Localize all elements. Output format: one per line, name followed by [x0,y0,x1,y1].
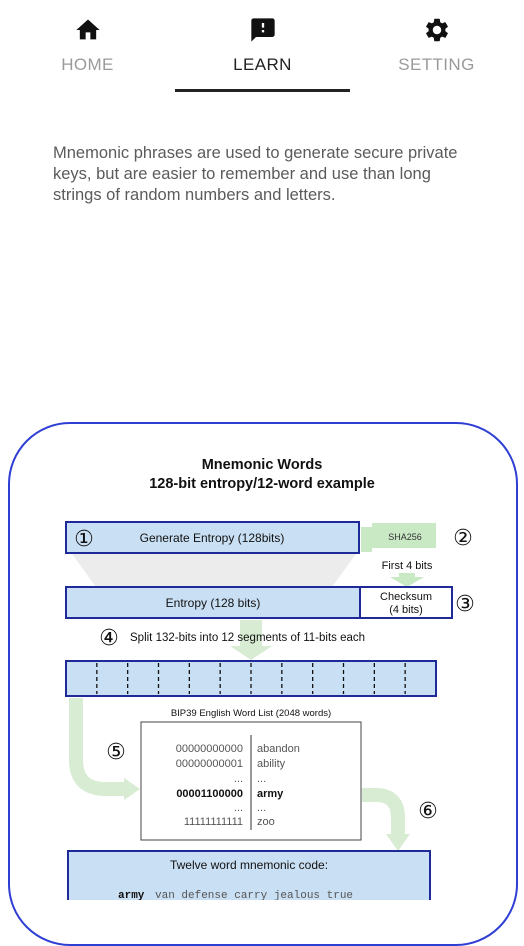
sha256-label: SHA256 [388,532,422,542]
generate-entropy-label: Generate Entropy (128bits) [139,531,285,545]
step2-marker: ② [453,525,473,550]
output-arrow-head [386,834,410,851]
first-bits-label: First 4 bits [381,560,433,572]
step1-marker: ① [74,526,94,551]
step4-marker: ④ [99,625,119,650]
wordlist-title: BIP39 English Word List (2048 words) [170,708,332,719]
diagram-subtitle: 128-bit entropy/12-word example [149,476,375,492]
wordlist-word-5: zoo [257,816,275,828]
entropy-funnel [72,554,356,587]
diagram-title: Mnemonic Words [201,457,323,473]
wordlist-word-0: abandon [257,743,300,755]
wordlist-word-3: army [257,788,284,800]
wordlist-bits-0: 00000000000 [175,743,243,755]
intro-text: Mnemonic phrases are used to generate secure private keys, but are easier to remember and use than long strings of random numbers and letters. [53,144,458,204]
wordlist-bits-5: 11111111111 [183,816,243,828]
tab-home-label: HOME [61,55,114,74]
tab-setting-label: SETTING [398,55,475,74]
tab-learn-label: LEARN [233,55,292,74]
split-label: Split 132-bits into 12 segments of 11-bits each [130,632,366,644]
wordlist-bits-3: 00001100000 [176,788,243,800]
mnemonic-first-word: army [118,890,145,900]
step5-marker: ⑤ [106,739,126,764]
mnemonic-rest-words: van defense carry jealous true [155,890,354,900]
checksum-label-2: (4 bits) [389,604,423,616]
wordlist-bits-2: ... [233,773,243,785]
entropy-label: Entropy (128 bits) [165,596,261,610]
output-arrow-body [362,795,398,834]
lookup-arrow-head [124,778,140,800]
wordlist-bits-1: 00000000001 [175,758,243,770]
first-bits-arrow [390,573,424,587]
checksum-label-1: Checksum [380,591,432,603]
mnemonic-title: Twelve word mnemonic code: [169,858,329,872]
step3-marker: ③ [455,591,475,616]
wordlist-bits-4: ... [233,802,243,814]
wordlist-word-2: ... [257,773,267,785]
step6-marker: ⑥ [418,798,438,823]
wordlist-word-1: ability [257,758,286,770]
wordlist-word-4: ... [257,802,267,814]
